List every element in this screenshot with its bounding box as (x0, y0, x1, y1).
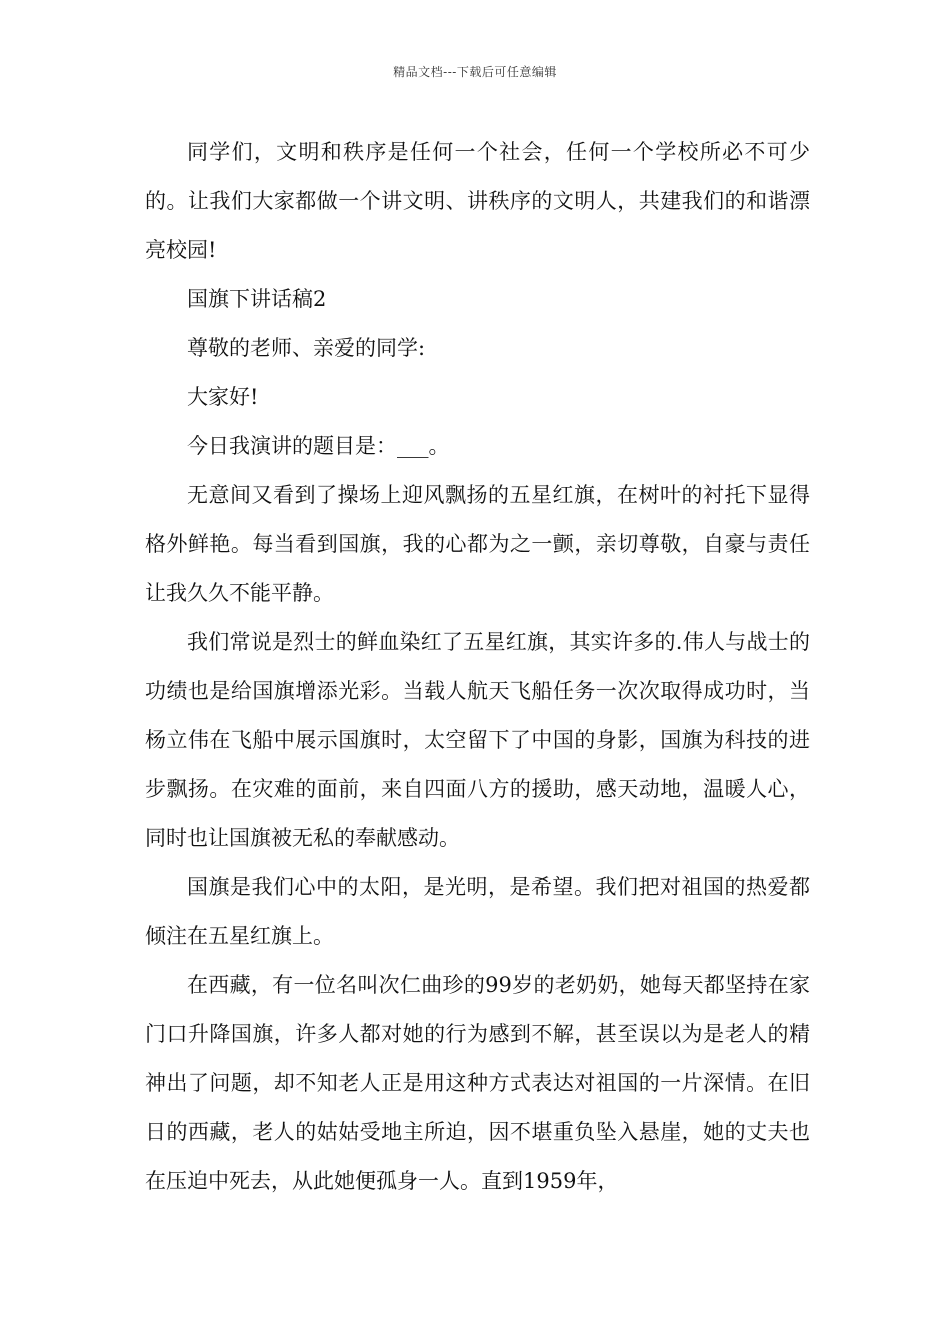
salutation: 尊敬的老师、亲爱的同学: (187, 336, 426, 360)
section-title: 国旗下讲话稿2 (187, 287, 327, 311)
paragraph-flag-view: 无意间又看到了操场上迎风飘扬的五星红旗，在树叶的衬托下显得格外鲜艳。每当看到国旗，我的心都为之一颤，亲切尊敬，自豪与责任让我久久不能平静。 (145, 483, 810, 605)
page-header: 精品文档---下载后可任意编辑 (393, 65, 557, 79)
greeting: 大家好! (187, 385, 259, 409)
speech-topic: 今日我演讲的题目是：___。 (187, 434, 450, 458)
paragraph-closing-remarks: 同学们，文明和秩序是任何一个社会，任何一个学校所必不可少的。让我们大家都做一个讲文明、讲秩序的文明人，共建我们的和谐漂亮校园! (145, 140, 810, 262)
document-body (145, 128, 810, 1206)
paragraph-tibet-story: 在西藏，有一位名叫次仁曲珍的99岁的老奶奶，她每天都坚持在家门口升降国旗，许多人都对她的行为感到不解，甚至误以为是老人的精神出了问题，却不知老人正是用这种方式表达对祖国的一片深情。在旧日的西藏，老人的姑姑受地主所迫，因不堪重负坠入悬崖，她的丈夫也在压迫中死去，从此她便孤身一人。直到1959年， (145, 973, 810, 1193)
paragraph-flag-sun: 国旗是我们心中的太阳，是光明，是希望。我们把对祖国的热爱都倾注在五星红旗上。 (145, 875, 810, 948)
paragraph-heroes: 我们常说是烈士的鲜血染红了五星红旗，其实许多的.伟人与战士的功绩也是给国旗增添光彩。当载人航天飞船任务一次次取得成功时，当杨立伟在飞船中展示国旗时，太空留下了中国的身影，国旗为科技的进步飘扬。在灾难的面前，来自四面八方的援助，感天动地，温暖人心，同时也让国旗被无私的奉献感动。 (145, 630, 810, 850)
